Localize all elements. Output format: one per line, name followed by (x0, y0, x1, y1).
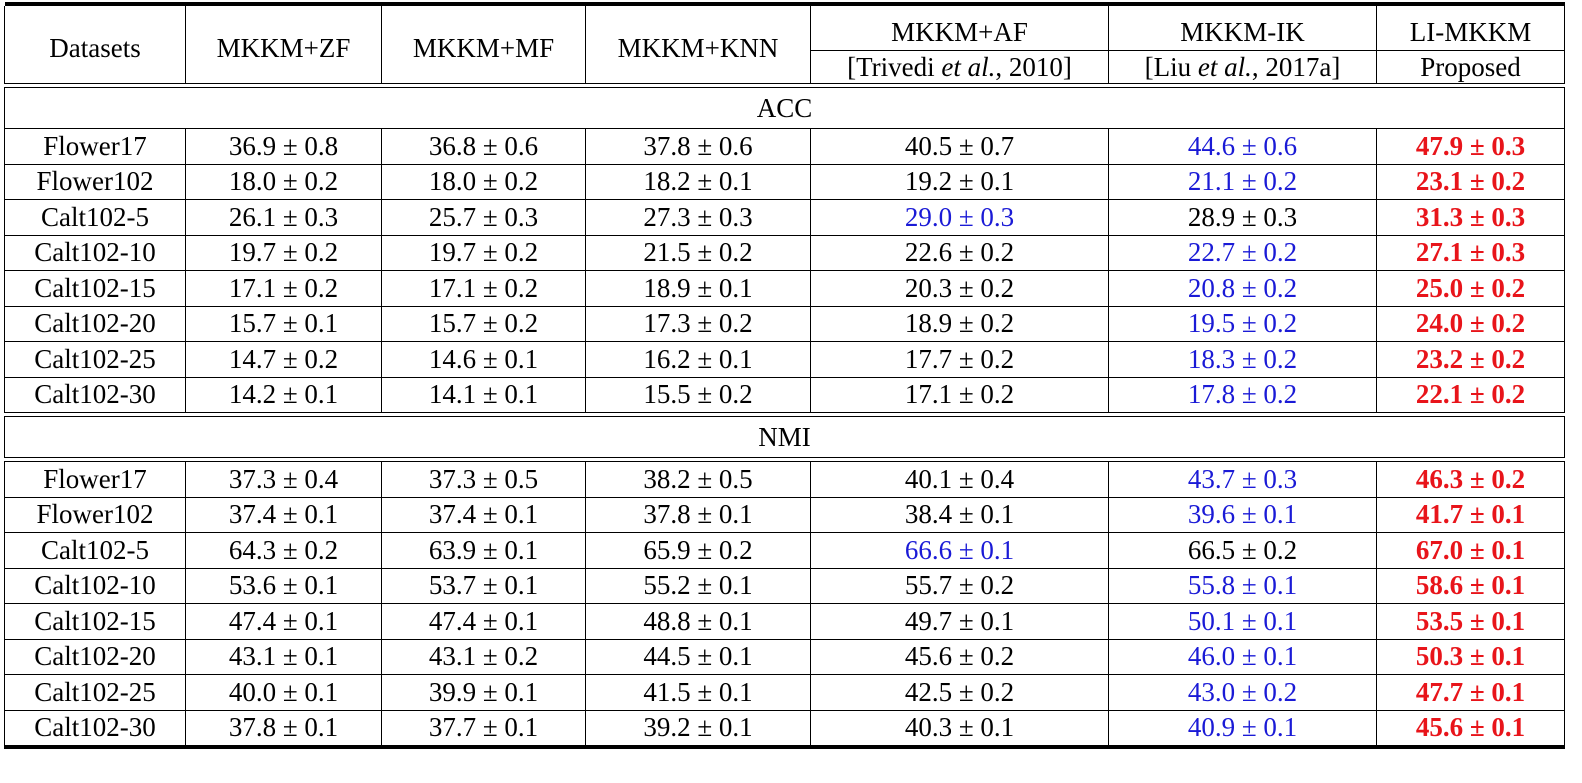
table-row (5, 533, 1565, 569)
metric-cell: 21.1 ± 0.2 (1109, 164, 1377, 200)
metric-cell: 48.8 ± 0.1 (586, 604, 811, 640)
metric-cell: 45.6 ± 0.1 (1377, 710, 1565, 747)
metric-cell: 39.9 ± 0.1 (382, 675, 586, 711)
table-row (5, 235, 1565, 271)
section-title: ACC (5, 88, 1565, 129)
metric-cell: 37.4 ± 0.1 (382, 497, 586, 533)
citation-author: [Trivedi (847, 51, 942, 82)
metric-cell: 17.1 ± 0.2 (186, 271, 382, 307)
metric-cell: 18.2 ± 0.1 (586, 164, 811, 200)
metric-cell: 37.3 ± 0.5 (382, 462, 586, 498)
metric-cell: 25.0 ± 0.2 (1377, 271, 1565, 307)
metric-cell: 41.7 ± 0.1 (1377, 497, 1565, 533)
metric-cell: 37.3 ± 0.4 (186, 462, 382, 498)
metric-cell: 22.1 ± 0.2 (1377, 377, 1565, 413)
metric-cell: 27.1 ± 0.3 (1377, 235, 1565, 271)
dataset-name: Calt102-25 (5, 675, 186, 711)
metric-cell: 23.2 ± 0.2 (1377, 342, 1565, 378)
table-row (5, 604, 1565, 640)
dataset-name: Flower102 (5, 164, 186, 200)
metric-cell: 39.2 ± 0.1 (586, 710, 811, 747)
dataset-name: Calt102-20 (5, 639, 186, 675)
table-row (5, 164, 1565, 200)
metric-cell: 47.7 ± 0.1 (1377, 675, 1565, 711)
section-acc-body (5, 129, 1565, 413)
metric-cell: 31.3 ± 0.3 (1377, 200, 1565, 236)
header-mkkm-zf: MKKM+ZF (186, 6, 382, 84)
metric-cell: 27.3 ± 0.3 (586, 200, 811, 236)
metric-cell: 47.4 ± 0.1 (382, 604, 586, 640)
metric-cell: 17.1 ± 0.2 (811, 377, 1109, 413)
metric-cell: 63.9 ± 0.1 (382, 533, 586, 569)
metric-cell: 14.2 ± 0.1 (186, 377, 382, 413)
metric-cell: 17.7 ± 0.2 (811, 342, 1109, 378)
table-row (5, 129, 1565, 165)
metric-cell: 53.6 ± 0.1 (186, 568, 382, 604)
metric-cell: 20.3 ± 0.2 (811, 271, 1109, 307)
section-acc (5, 88, 1565, 129)
dataset-name: Calt102-30 (5, 377, 186, 413)
header-mkkm-ik-citation (1109, 51, 1377, 84)
metric-cell: 36.8 ± 0.6 (382, 129, 586, 165)
dataset-name: Calt102-25 (5, 342, 186, 378)
table-row (5, 200, 1565, 236)
metric-cell: 44.5 ± 0.1 (586, 639, 811, 675)
metric-cell: 65.9 ± 0.2 (586, 533, 811, 569)
metric-cell: 23.1 ± 0.2 (1377, 164, 1565, 200)
metric-cell: 66.6 ± 0.1 (811, 533, 1109, 569)
metric-cell: 18.0 ± 0.2 (186, 164, 382, 200)
metric-cell: 20.8 ± 0.2 (1109, 271, 1377, 307)
metric-cell: 53.5 ± 0.1 (1377, 604, 1565, 640)
metric-cell: 19.2 ± 0.1 (811, 164, 1109, 200)
dataset-name: Flower17 (5, 129, 186, 165)
metric-cell: 49.7 ± 0.1 (811, 604, 1109, 640)
metric-cell: 17.1 ± 0.2 (382, 271, 586, 307)
dataset-name: Calt102-20 (5, 306, 186, 342)
metric-cell: 18.0 ± 0.2 (382, 164, 586, 200)
metric-cell: 40.5 ± 0.7 (811, 129, 1109, 165)
section-nmi (5, 417, 1565, 458)
header-mkkm-ik: MKKM-IK (1109, 6, 1377, 51)
metric-cell: 45.6 ± 0.2 (811, 639, 1109, 675)
metric-cell: 19.7 ± 0.2 (186, 235, 382, 271)
dataset-name: Calt102-15 (5, 271, 186, 307)
section-nmi-body (5, 462, 1565, 748)
metric-cell: 47.9 ± 0.3 (1377, 129, 1565, 165)
metric-cell: 44.6 ± 0.6 (1109, 129, 1377, 165)
dataset-name: Calt102-30 (5, 710, 186, 747)
metric-cell: 55.7 ± 0.2 (811, 568, 1109, 604)
header-mkkm-mf: MKKM+MF (382, 6, 586, 84)
metric-cell: 43.7 ± 0.3 (1109, 462, 1377, 498)
table-row (5, 271, 1565, 307)
dataset-name: Calt102-5 (5, 533, 186, 569)
citation-etal: et al. (941, 51, 996, 82)
metric-cell: 43.1 ± 0.1 (186, 639, 382, 675)
metric-cell: 50.1 ± 0.1 (1109, 604, 1377, 640)
metric-cell: 19.5 ± 0.2 (1109, 306, 1377, 342)
metric-cell: 47.4 ± 0.1 (186, 604, 382, 640)
metric-cell: 19.7 ± 0.2 (382, 235, 586, 271)
metric-cell: 37.8 ± 0.6 (586, 129, 811, 165)
metric-cell: 67.0 ± 0.1 (1377, 533, 1565, 569)
metric-cell: 24.0 ± 0.2 (1377, 306, 1565, 342)
metric-cell: 15.7 ± 0.2 (382, 306, 586, 342)
metric-cell: 17.3 ± 0.2 (586, 306, 811, 342)
table-row (5, 306, 1565, 342)
metric-cell: 18.9 ± 0.1 (586, 271, 811, 307)
table-row (5, 710, 1565, 747)
metric-cell: 14.1 ± 0.1 (382, 377, 586, 413)
header-mkkm-knn: MKKM+KNN (586, 6, 811, 84)
header-li-mkkm: LI-MKKM (1377, 6, 1565, 51)
metric-cell: 41.5 ± 0.1 (586, 675, 811, 711)
dataset-name: Calt102-15 (5, 604, 186, 640)
metric-cell: 58.6 ± 0.1 (1377, 568, 1565, 604)
header-li-mkkm-sub: Proposed (1377, 51, 1565, 84)
metric-cell: 53.7 ± 0.1 (382, 568, 586, 604)
dataset-name: Calt102-10 (5, 235, 186, 271)
metric-cell: 50.3 ± 0.1 (1377, 639, 1565, 675)
metric-cell: 46.0 ± 0.1 (1109, 639, 1377, 675)
metric-cell: 42.5 ± 0.2 (811, 675, 1109, 711)
dataset-name: Calt102-10 (5, 568, 186, 604)
header-mkkm-af: MKKM+AF (811, 6, 1109, 51)
table-row (5, 342, 1565, 378)
table-row (5, 377, 1565, 413)
metric-cell: 17.8 ± 0.2 (1109, 377, 1377, 413)
table-row (5, 568, 1565, 604)
metric-cell: 15.5 ± 0.2 (586, 377, 811, 413)
metric-cell: 40.0 ± 0.1 (186, 675, 382, 711)
metric-cell: 36.9 ± 0.8 (186, 129, 382, 165)
metric-cell: 64.3 ± 0.2 (186, 533, 382, 569)
metric-cell: 66.5 ± 0.2 (1109, 533, 1377, 569)
citation-year: , 2010] (995, 51, 1072, 82)
metric-cell: 43.1 ± 0.2 (382, 639, 586, 675)
section-title: NMI (5, 417, 1565, 458)
dataset-name: Flower17 (5, 462, 186, 498)
metric-cell: 39.6 ± 0.1 (1109, 497, 1377, 533)
metric-cell: 46.3 ± 0.2 (1377, 462, 1565, 498)
metric-cell: 25.7 ± 0.3 (382, 200, 586, 236)
metric-cell: 14.6 ± 0.1 (382, 342, 586, 378)
metric-cell: 37.7 ± 0.1 (382, 710, 586, 747)
metric-cell: 21.5 ± 0.2 (586, 235, 811, 271)
metric-cell: 29.0 ± 0.3 (811, 200, 1109, 236)
citation-year: , 2017a] (1251, 51, 1341, 82)
dataset-name: Calt102-5 (5, 200, 186, 236)
metric-cell: 16.2 ± 0.1 (586, 342, 811, 378)
table-row (5, 675, 1565, 711)
table-row (5, 497, 1565, 533)
citation-author: [Liu (1144, 51, 1198, 82)
header-datasets: Datasets (5, 6, 186, 84)
header-mkkm-af-citation (811, 51, 1109, 84)
metric-cell: 18.9 ± 0.2 (811, 306, 1109, 342)
metric-cell: 28.9 ± 0.3 (1109, 200, 1377, 236)
metric-cell: 15.7 ± 0.1 (186, 306, 382, 342)
metric-cell: 55.8 ± 0.1 (1109, 568, 1377, 604)
metric-cell: 18.3 ± 0.2 (1109, 342, 1377, 378)
metric-cell: 22.6 ± 0.2 (811, 235, 1109, 271)
metric-cell: 40.3 ± 0.1 (811, 710, 1109, 747)
metric-cell: 14.7 ± 0.2 (186, 342, 382, 378)
metric-cell: 43.0 ± 0.2 (1109, 675, 1377, 711)
metric-cell: 38.2 ± 0.5 (586, 462, 811, 498)
table-row (5, 462, 1565, 498)
metric-cell: 40.1 ± 0.4 (811, 462, 1109, 498)
metric-cell: 37.4 ± 0.1 (186, 497, 382, 533)
header-row (5, 6, 1565, 51)
results-table-container (4, 2, 1564, 749)
metric-cell: 22.7 ± 0.2 (1109, 235, 1377, 271)
citation-etal: et al. (1197, 51, 1252, 82)
table-row (5, 639, 1565, 675)
metric-cell: 55.2 ± 0.1 (586, 568, 811, 604)
metric-cell: 38.4 ± 0.1 (811, 497, 1109, 533)
metric-cell: 26.1 ± 0.3 (186, 200, 382, 236)
dataset-name: Flower102 (5, 497, 186, 533)
metric-cell: 40.9 ± 0.1 (1109, 710, 1377, 747)
results-table (4, 2, 1565, 749)
metric-cell: 37.8 ± 0.1 (186, 710, 382, 747)
metric-cell: 37.8 ± 0.1 (586, 497, 811, 533)
